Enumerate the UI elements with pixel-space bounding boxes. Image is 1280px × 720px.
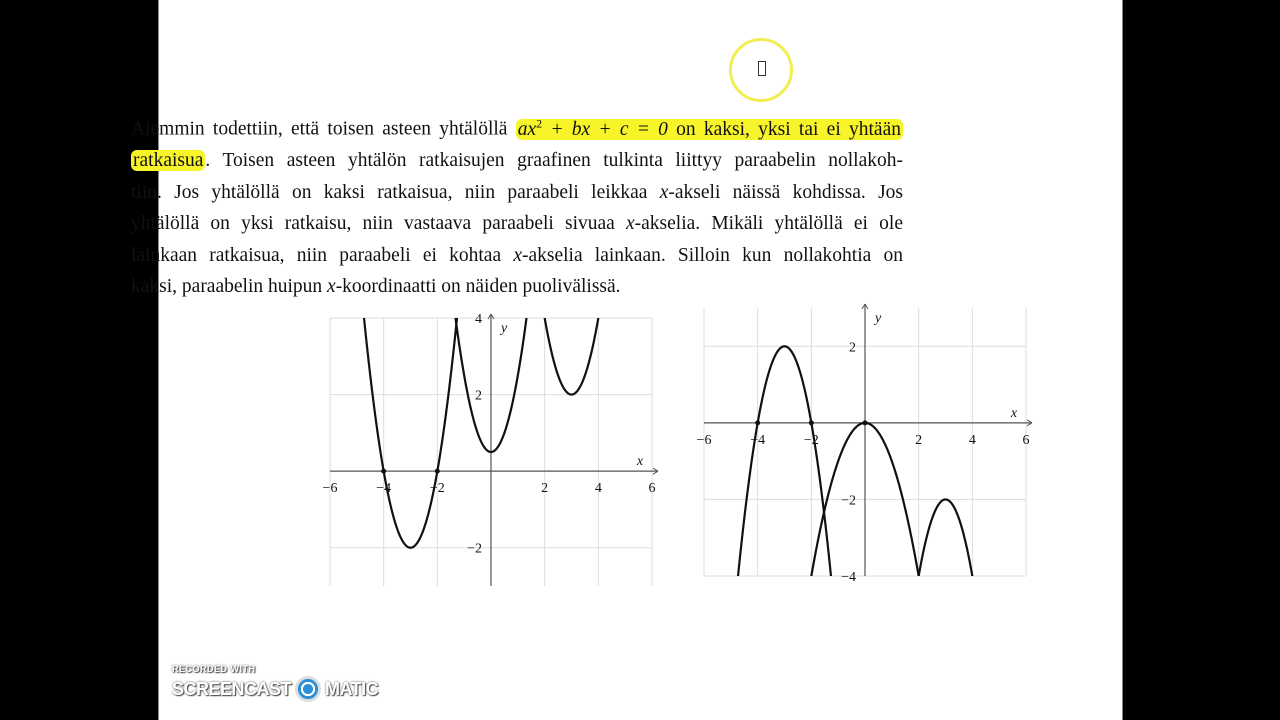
math-variable: x (513, 244, 522, 266)
watermark-brand-right: MATIC (325, 678, 379, 699)
paragraph-line-4 (131, 208, 903, 240)
x-tick-label: 6 (1022, 432, 1030, 448)
x-tick-label: −6 (696, 432, 712, 448)
x-tick-label: 2 (915, 432, 923, 448)
text-segment: . Toisen asteen yhtälön ratkaisujen graafinen tulkinta liittyy paraabelin nollakoh- (205, 150, 903, 171)
x-tick-label: 4 (594, 481, 602, 497)
zero-point (435, 469, 440, 474)
watermark-caption: RECORDED WITH (172, 664, 256, 674)
x-tick-label: −4 (750, 432, 766, 448)
highlighted-text: ratkaisua (133, 150, 204, 171)
math-variable: x (327, 276, 336, 297)
text-segment: Aiemmin todettiin, että toisen asteen yhtälöllä (131, 118, 516, 140)
text-segment: kaksi, paraabelin huipun (131, 276, 328, 297)
text-segment: -akselia. Mikäli yhtälöllä ei ole (634, 213, 903, 234)
x-tick-label: 2 (541, 481, 549, 497)
y-tick-label: 2 (475, 388, 482, 404)
equation-exponent: 2 (536, 116, 543, 130)
paragraph (131, 108, 903, 303)
x-tick-label: 4 (968, 432, 976, 448)
y-tick-label: 4 (475, 312, 482, 327)
text-segment: yhtälöllä on yksi ratkaisu, niin vastaava paraabeli sivuaa (131, 213, 626, 234)
paragraph-line-5 (131, 240, 903, 272)
text-segment: -koordinaatti on näiden puolivälissä. (335, 276, 621, 297)
y-axis-label: y (875, 311, 882, 326)
text-segment: -akseli näissä kohdissa. Jos (668, 181, 903, 203)
x-tick-label: −4 (376, 481, 392, 497)
chart-left (322, 312, 656, 586)
y-tick-label: −4 (841, 570, 856, 585)
y-tick-label: −2 (841, 493, 856, 509)
text-segment: tiin. Jos yhtälöllä on kaksi ratkaisua, niin paraabeli leikkaa (131, 181, 660, 203)
zero-point (755, 420, 760, 425)
y-tick-label: 2 (849, 340, 856, 356)
x-tick-label: −2 (803, 432, 819, 448)
watermark-brand-left: SCREENCAST (172, 678, 292, 699)
zero-point (863, 420, 868, 425)
equation-rest: + bx + c = 0 (542, 118, 668, 140)
zero-point (381, 469, 386, 474)
paragraph-line-1 (131, 108, 903, 145)
paragraph-line-2 (131, 145, 903, 177)
y-axis-label: y (501, 321, 508, 336)
y-tick-label: −2 (467, 541, 482, 557)
text-cursor-icon (758, 61, 766, 76)
text-segment: -akselia lainkaan. Silloin kun nollakohtia on (521, 244, 903, 266)
highlighted-text (516, 116, 903, 140)
text-segment: lainkaan ratkaisua, niin paraabeli ei kohtaa (131, 244, 514, 266)
x-axis-label: x (1010, 405, 1018, 421)
screencast-watermark (172, 664, 378, 702)
x-axis-label: x (636, 454, 644, 470)
paragraph-line-3 (131, 177, 903, 209)
x-tick-label: −6 (322, 481, 338, 497)
math-variable: x (659, 181, 669, 203)
zero-point (809, 420, 814, 425)
screencast-logo-icon (295, 676, 321, 702)
highlighted-phrase: on kaksi, yksi tai ei yhtään (667, 118, 901, 140)
paragraph-line-6 (131, 271, 903, 303)
x-tick-label: −2 (429, 481, 445, 497)
chart-right (696, 308, 1030, 585)
equation-term: ax (517, 118, 537, 140)
x-tick-label: 6 (648, 481, 656, 497)
math-variable: x (625, 213, 635, 234)
